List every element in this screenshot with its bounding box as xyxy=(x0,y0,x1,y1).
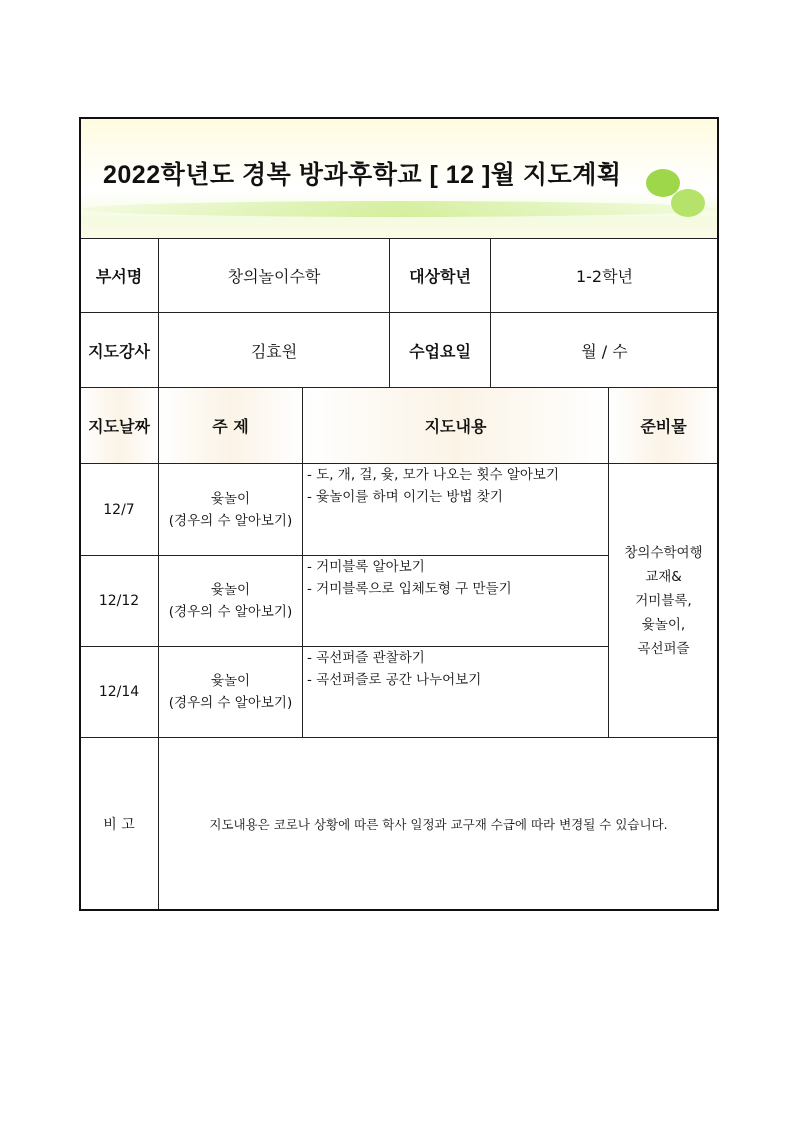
content-line: - 곡선퍼즐 관찰하기 xyxy=(307,650,425,666)
header-topic: 주 제 xyxy=(158,387,303,464)
topic-subtitle: (경우의 수 알아보기) xyxy=(168,604,293,620)
remark-label: 비 고 xyxy=(79,737,159,911)
material-item: 곡선퍼즐 xyxy=(637,640,690,657)
material-item: 교재& xyxy=(645,568,682,585)
content-line: - 도, 개, 걸, 윷, 모가 나오는 횟수 알아보기 xyxy=(307,467,559,483)
remark-text: 지도내용은 코로나 상황에 따른 학사 일정과 교구재 수급에 따라 변경될 수 있습니다. xyxy=(158,737,719,911)
topic-subtitle: (경우의 수 알아보기) xyxy=(168,695,293,711)
title-banner xyxy=(81,119,717,238)
row-content xyxy=(302,555,609,647)
header-materials: 준비물 xyxy=(608,387,719,464)
content-line: - 거미블록으로 입체도형 구 만들기 xyxy=(307,581,512,597)
dept-value: 창의놀이수학 xyxy=(158,238,390,313)
row-content xyxy=(302,463,609,556)
header-date: 지도날짜 xyxy=(79,387,159,464)
grade-label: 대상학년 xyxy=(389,238,491,313)
teacher-label: 지도강사 xyxy=(79,312,159,388)
clover-icon xyxy=(671,189,705,217)
content-line: - 곡선퍼즐로 공간 나누어보기 xyxy=(307,672,482,688)
material-item: 거미블록, xyxy=(635,592,692,609)
topic-title: 윷놀이 xyxy=(210,673,251,689)
content-line: - 윷놀이를 하며 이기는 방법 찾기 xyxy=(307,489,503,505)
row-date: 12/12 xyxy=(79,555,159,647)
day-value: 월 / 수 xyxy=(490,312,719,388)
grade-value: 1-2학년 xyxy=(490,238,719,313)
material-item: 윷놀이, xyxy=(641,616,686,633)
topic-subtitle: (경우의 수 알아보기) xyxy=(168,512,293,529)
row-content xyxy=(302,646,609,738)
decorative-swoosh xyxy=(81,201,717,217)
day-label: 수업요일 xyxy=(389,312,491,388)
material-item: 창의수학여행 xyxy=(624,544,703,561)
topic-title: 윷놀이 xyxy=(210,582,251,598)
content-line: - 거미블록 알아보기 xyxy=(307,559,425,575)
row-topic xyxy=(158,555,303,647)
header-content: 지도내용 xyxy=(302,387,609,464)
page-title: 2022학년도 경복 방과후학교 [ 12 ]월 지도계획 xyxy=(103,161,622,189)
row-date: 12/7 xyxy=(79,463,159,556)
topic-title: 윷놀이 xyxy=(210,490,251,507)
dept-label: 부서명 xyxy=(79,238,159,313)
row-topic xyxy=(158,646,303,738)
materials-cell xyxy=(608,463,719,738)
teacher-value: 김효원 xyxy=(158,312,390,388)
row-date: 12/14 xyxy=(79,646,159,738)
row-topic xyxy=(158,463,303,556)
